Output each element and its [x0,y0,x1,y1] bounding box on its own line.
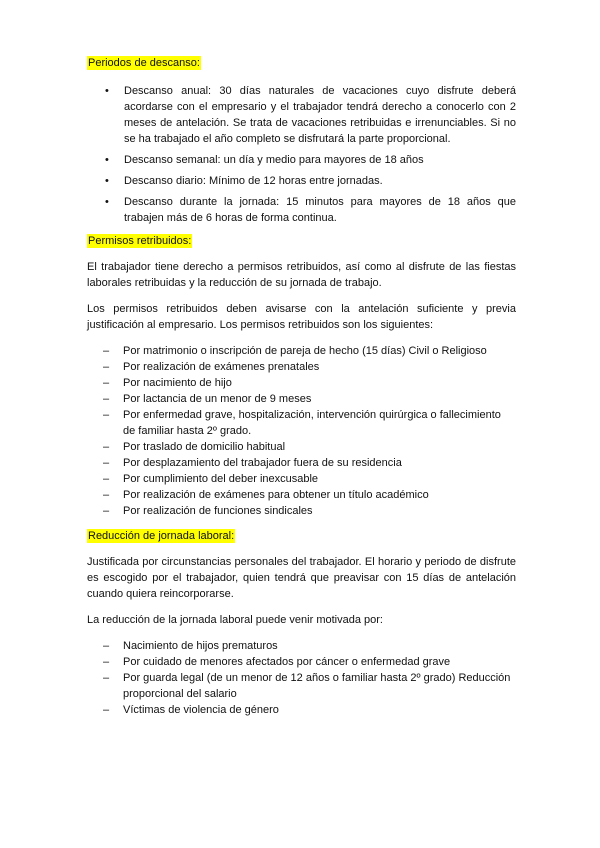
section-permisos [87,234,516,519]
heading-reduccion-jornada: Reducción de jornada laboral: [88,530,235,542]
permisos-paragraph-2: Los permisos retribuidos deben avisarse con la antelación suficiente y previa justificación al empresario. Los permisos retribuidos son los siguientes: [87,303,516,331]
list-item: – Por guarda legal (de un menor de 12 años o familiar hasta 2º grado) Reducción proporcional del salario [103,672,511,700]
permisos-paragraph-1: El trabajador tiene derecho a permisos retribuidos, así como al disfrute de las fiestas laborales retribuidas y la reducción de su jornada de trabajo. [87,261,516,289]
dash-icon: – [103,441,110,453]
section-reduccion [87,529,516,718]
list-item: • Descanso semanal: un día y medio para mayores de 18 años [105,154,424,166]
dash-icon: – [103,377,110,389]
list-item: – Por lactancia de un menor de 9 meses [103,393,312,405]
dash-icon: – [103,505,110,517]
list-item: – Por enfermedad grave, hospitalización, intervención quirúrgica o fallecimiento de familiar hasta 2º grado. [103,409,501,437]
list-item: • Descanso durante la jornada: 15 minutos para mayores de 18 años que trabajen más de 6 horas de forma continua. [105,196,516,224]
heading-periodos-descanso: Periodos de descanso: [88,57,200,69]
list-item: – Por realización de exámenes para obtener un título académico [103,489,429,501]
bullet-icon: • [105,196,109,208]
dash-icon: – [103,473,110,485]
reduccion-paragraph-1: Justificada por circunstancias personales del trabajador. El horario y periodo de disfrute es escogido por el trabajador, quien tendrá que preavisar con 15 días de antelación cuando quiera reincorporarse. [87,556,516,600]
dash-icon: – [103,640,110,652]
list-item: – Por realización de funciones sindicales [103,505,313,517]
list-item: • Descanso anual: 30 días naturales de vacaciones cuyo disfrute deberá acordarse con el empresario y el trabajador tendrá derecho a conocerlo con 2 meses de antelación. Se trata de vacaciones retribuidas e irrenunciables. Si no se ha trabajado el año completo se disfrutará la parte proporcional. [105,85,516,145]
descanso-list [87,83,516,226]
list-item: – Por cumplimiento del deber inexcusable [103,473,319,485]
dash-icon: – [103,656,110,668]
heading-permisos-retribuidos: Permisos retribuidos: [88,235,192,247]
reduccion-list [87,638,516,718]
section-descanso [87,56,516,226]
list-item: – Víctimas de violencia de género [103,704,279,716]
list-item: – Nacimiento de hijos prematuros [103,640,278,652]
list-item: – Por desplazamiento del trabajador fuera de su residencia [103,457,402,469]
list-item: – Por traslado de domicilio habitual [103,441,286,453]
dash-icon: – [103,672,110,684]
permisos-list [87,343,516,519]
bullet-icon: • [105,85,109,97]
reduccion-paragraph-2: La reducción de la jornada laboral puede venir motivada por: [87,614,383,626]
list-item: – Por cuidado de menores afectados por cáncer o enfermedad grave [103,656,451,668]
dash-icon: – [103,704,110,716]
dash-icon: – [103,393,110,405]
list-item: – Por realización de exámenes prenatales [103,361,320,373]
list-item: – Por matrimonio o inscripción de pareja de hecho (15 días) Civil o Religioso [103,345,487,357]
bullet-icon: • [105,175,109,187]
list-item: • Descanso diario: Mínimo de 12 horas entre jornadas. [105,175,383,187]
dash-icon: – [103,361,110,373]
dash-icon: – [103,409,110,421]
document-body [87,56,516,718]
list-item: – Por nacimiento de hijo [103,377,232,389]
bullet-icon: • [105,154,109,166]
dash-icon: – [103,489,110,501]
dash-icon: – [103,457,110,469]
dash-icon: – [103,345,110,357]
